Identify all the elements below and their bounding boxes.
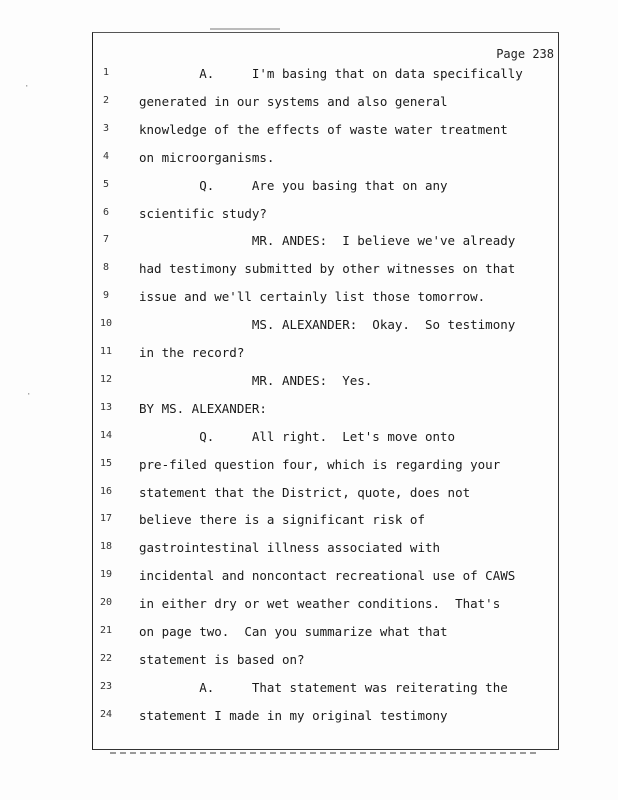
line-number: 7 bbox=[102, 234, 110, 246]
line-text: scientific study? bbox=[139, 205, 267, 221]
line-number: 16 bbox=[99, 485, 113, 497]
margin-mark: · bbox=[26, 390, 32, 400]
line-number: 24 bbox=[99, 708, 113, 720]
line-number: 19 bbox=[99, 569, 113, 581]
line-text: A. That statement was reiterating the bbox=[139, 679, 508, 695]
transcript-line bbox=[0, 457, 618, 477]
line-number: 6 bbox=[102, 206, 110, 218]
transcript-line bbox=[0, 680, 618, 700]
line-number: 14 bbox=[99, 429, 113, 441]
line-text: in the record? bbox=[139, 345, 245, 360]
line-text: BY MS. ALEXANDER: bbox=[139, 400, 267, 416]
transcript-line bbox=[0, 624, 618, 644]
line-number: 2 bbox=[102, 94, 110, 106]
transcript-line bbox=[0, 708, 618, 728]
line-number: 10 bbox=[99, 318, 113, 330]
transcript-line bbox=[0, 261, 618, 281]
transcript-line bbox=[0, 206, 618, 226]
line-number: 5 bbox=[102, 178, 110, 190]
line-number: 4 bbox=[102, 150, 110, 162]
transcript-line bbox=[0, 94, 618, 114]
scan-artifact-top bbox=[210, 28, 280, 30]
line-text: Q. Are you basing that on any bbox=[139, 177, 448, 193]
line-text: gastrointestinal illness associated with bbox=[139, 540, 441, 556]
line-number: 1 bbox=[102, 67, 110, 78]
line-text: generated in our systems and also general bbox=[139, 93, 448, 109]
line-text: statement I made in my original testimony bbox=[139, 707, 448, 723]
transcript-line bbox=[0, 178, 618, 198]
transcript-line bbox=[0, 596, 618, 616]
line-number: 22 bbox=[99, 652, 113, 664]
transcript-line bbox=[0, 345, 618, 365]
transcript-line bbox=[0, 289, 618, 309]
line-text: had testimony submitted by other witnesses on that bbox=[139, 261, 516, 277]
page-number: Page 238 bbox=[496, 47, 554, 61]
line-number: 11 bbox=[99, 346, 113, 357]
line-number: 18 bbox=[99, 541, 113, 553]
transcript-line bbox=[0, 373, 618, 393]
transcript-line bbox=[0, 485, 618, 505]
line-number: 17 bbox=[99, 513, 113, 525]
margin-mark: · bbox=[24, 82, 30, 92]
line-text: A. I'm basing that on data specifically bbox=[139, 66, 523, 81]
line-text: MS. ALEXANDER: Okay. So testimony bbox=[139, 317, 516, 333]
scan-artifact-bottom bbox=[110, 752, 540, 754]
transcript-line bbox=[0, 122, 618, 142]
transcript-line bbox=[0, 66, 618, 86]
line-text: incidental and noncontact recreational use of CAWS bbox=[139, 568, 516, 584]
line-text: in either dry or wet weather conditions. That's bbox=[139, 596, 501, 612]
line-number: 8 bbox=[102, 262, 110, 274]
line-number: 12 bbox=[99, 373, 113, 385]
line-text: on microorganisms. bbox=[139, 149, 275, 165]
line-number: 20 bbox=[99, 597, 113, 609]
transcript-line bbox=[0, 652, 618, 672]
line-text: MR. ANDES: I believe we've already bbox=[139, 233, 516, 249]
line-number: 15 bbox=[99, 457, 113, 469]
transcript-line bbox=[0, 401, 618, 421]
transcript-line bbox=[0, 429, 618, 449]
transcript-line bbox=[0, 233, 618, 253]
transcript-line bbox=[0, 150, 618, 170]
line-text: on page two. Can you summarize what that bbox=[139, 624, 448, 639]
line-text: issue and we'll certainly list those tomorrow. bbox=[139, 289, 486, 305]
line-number: 13 bbox=[99, 401, 113, 413]
line-text: statement that the District, quote, does not bbox=[139, 484, 471, 500]
transcript-line bbox=[0, 540, 618, 560]
line-text: statement is based on? bbox=[139, 651, 305, 667]
transcript-line bbox=[0, 568, 618, 588]
line-number: 3 bbox=[102, 122, 110, 134]
line-text: knowledge of the effects of waste water treatment bbox=[139, 121, 508, 137]
line-number: 23 bbox=[99, 680, 113, 692]
line-number: 21 bbox=[99, 625, 113, 636]
line-number: 9 bbox=[102, 290, 110, 302]
line-text: pre-filed question four, which is regarding your bbox=[139, 456, 501, 472]
transcript-line bbox=[0, 512, 618, 532]
line-text: MR. ANDES: Yes. bbox=[139, 372, 373, 388]
line-text: believe there is a significant risk of bbox=[139, 512, 425, 528]
transcript-line bbox=[0, 317, 618, 337]
line-text: Q. All right. Let's move onto bbox=[139, 428, 456, 444]
